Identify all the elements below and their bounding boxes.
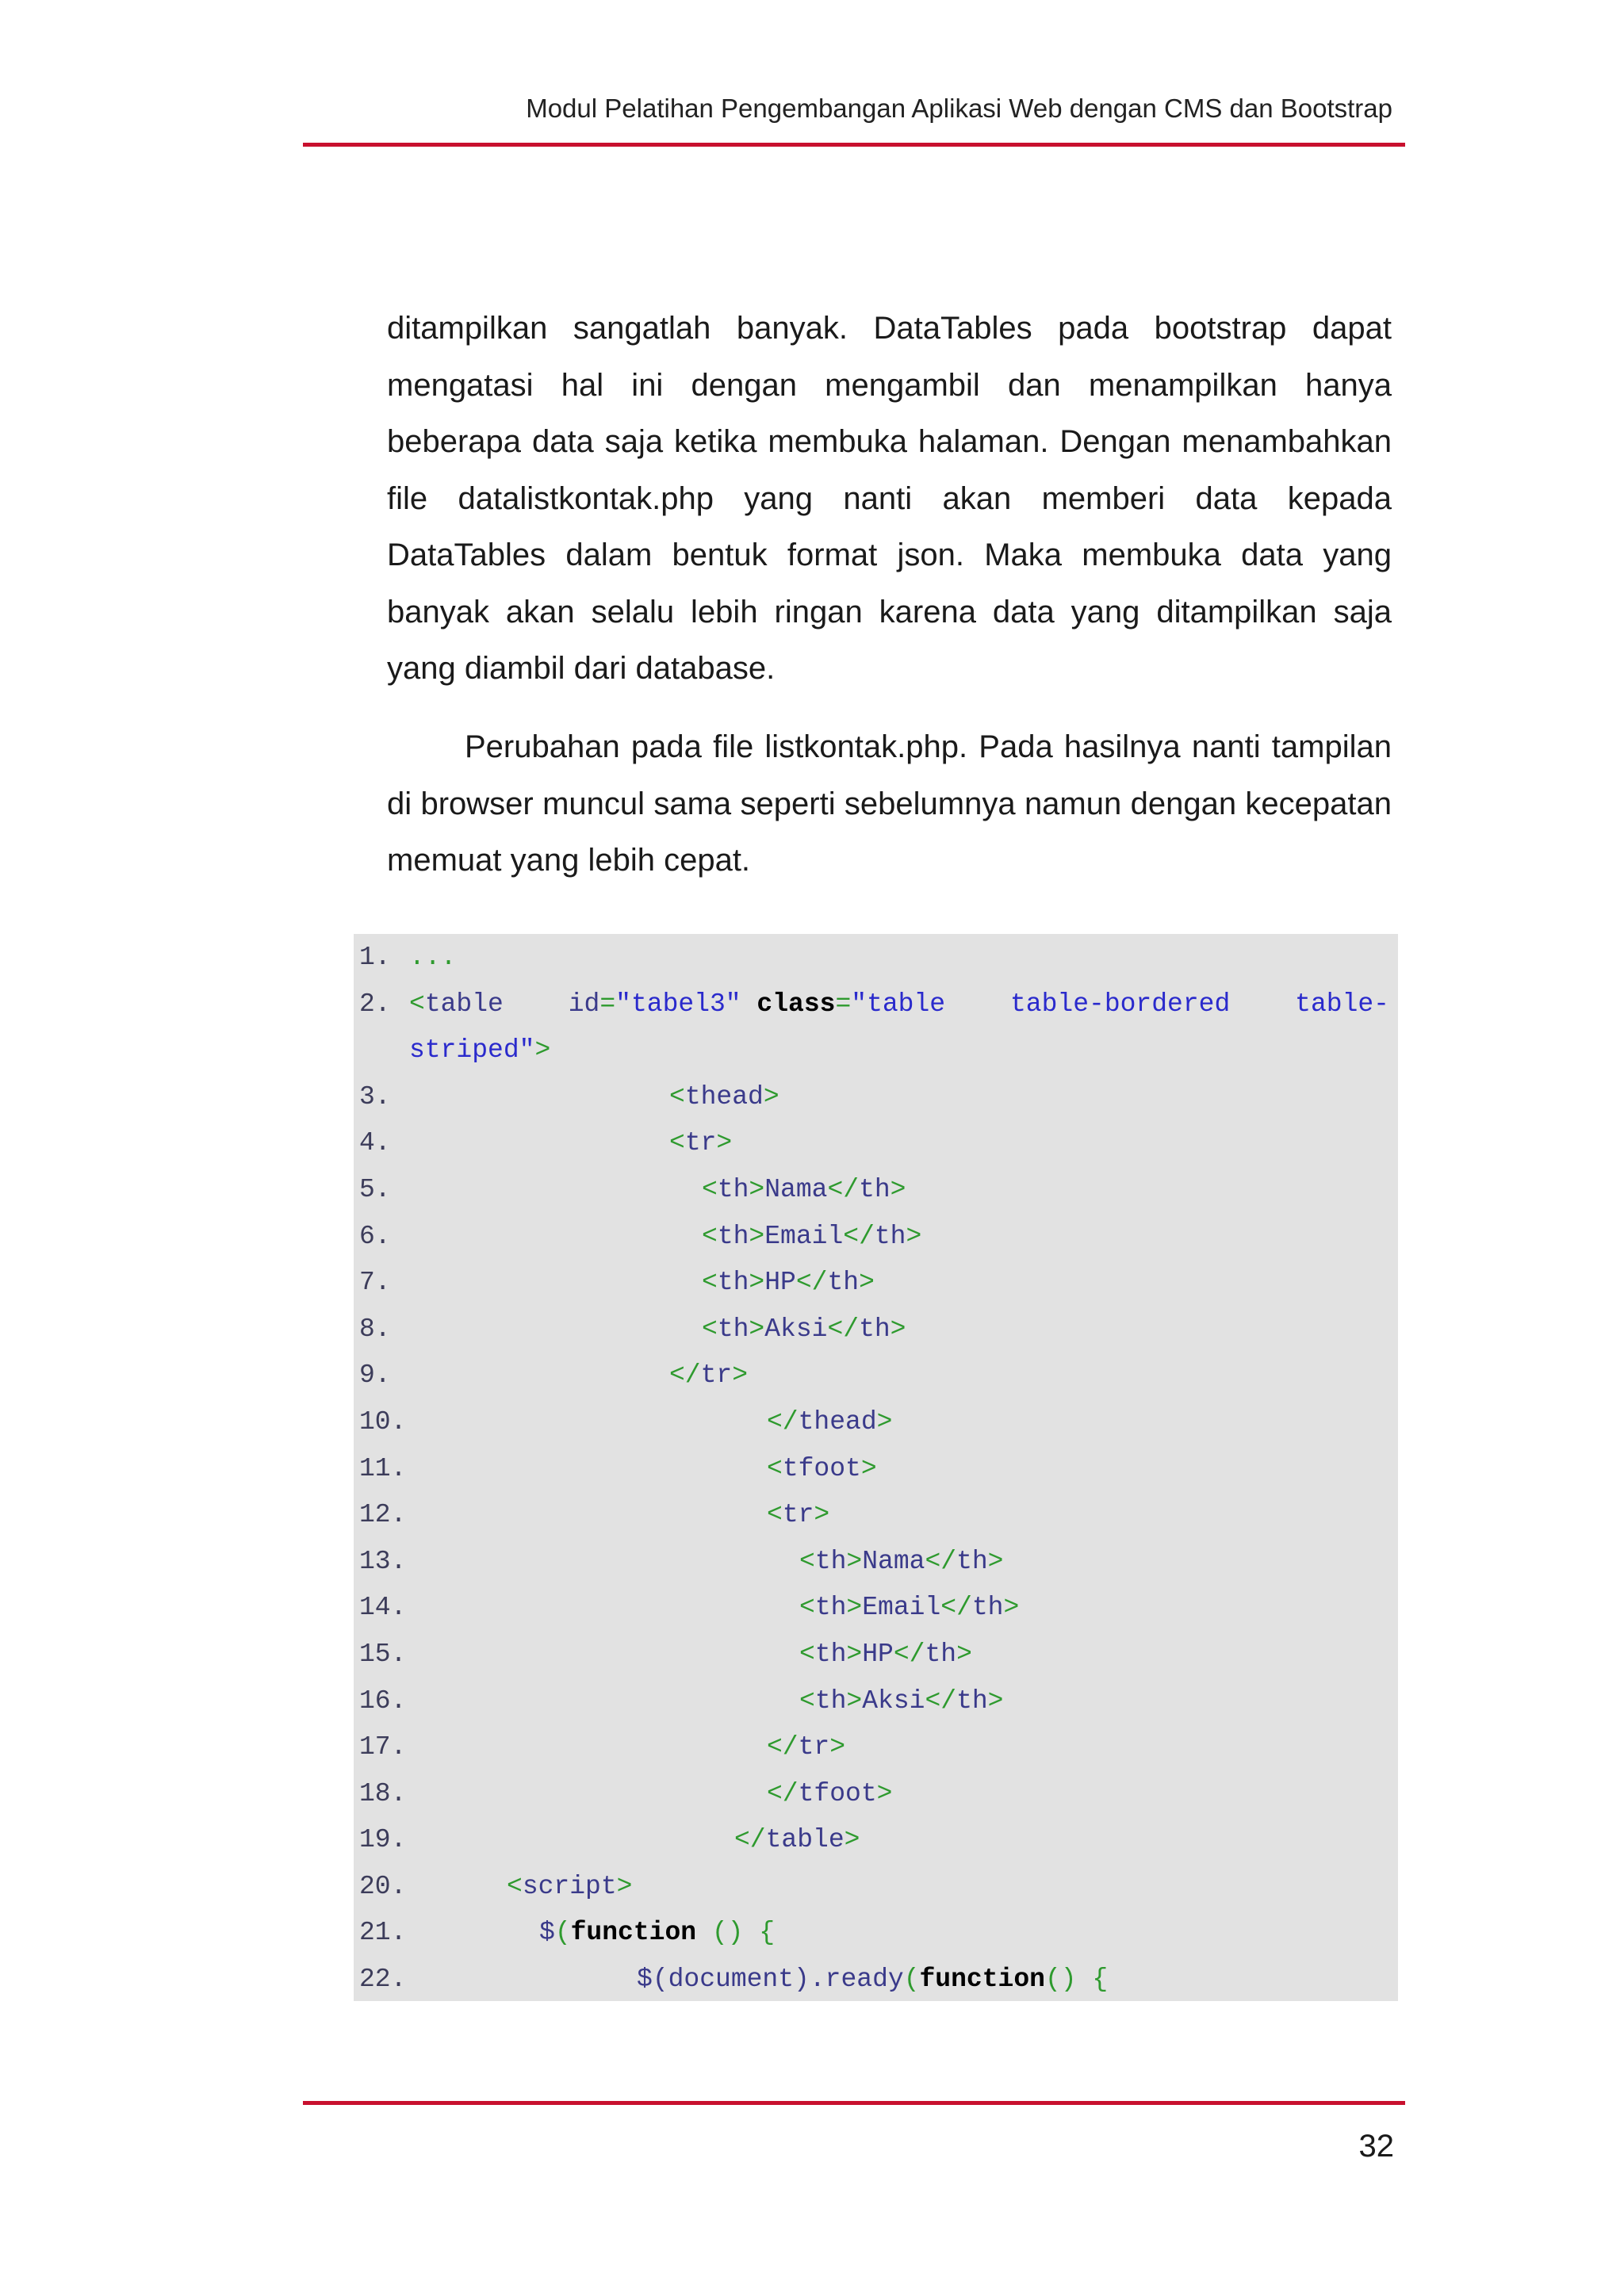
code-token: th: [925, 1639, 957, 1669]
code-token: th: [717, 1268, 749, 1298]
code-token: th: [874, 1221, 906, 1251]
line-number: 16.: [359, 1686, 407, 1716]
code-line-15: [354, 1632, 1398, 1678]
code-token: </: [925, 1686, 957, 1716]
code-text: [799, 1539, 1003, 1586]
code-token: </: [827, 1314, 860, 1344]
code-token: .ready: [809, 1965, 904, 1995]
code-token: $: [637, 1965, 653, 1995]
code-token: HP: [764, 1268, 796, 1298]
code-token: () {: [1044, 1965, 1109, 1995]
line-number: 14.: [359, 1593, 407, 1623]
code-line-17: [354, 1724, 1398, 1771]
code-text: [409, 982, 1389, 1028]
code-token: (document): [652, 1965, 810, 1995]
line-number: 3.: [359, 1081, 391, 1112]
code-token: >: [906, 1221, 922, 1251]
line-number: 19.: [359, 1825, 407, 1855]
line-number: 18.: [359, 1778, 407, 1808]
code-token: >: [859, 1268, 875, 1298]
code-token: Email: [764, 1221, 844, 1251]
code-token: table: [765, 1825, 845, 1855]
code-line-1: [354, 935, 1398, 982]
code-line-7: [354, 1260, 1398, 1307]
code-line-8: [354, 1307, 1398, 1353]
code-token: </: [669, 1360, 701, 1391]
code-line-10: [354, 1399, 1398, 1446]
code-line-11: [354, 1446, 1398, 1493]
code-text: [669, 1353, 748, 1399]
code-token: >: [890, 1174, 906, 1204]
code-token: striped": [409, 1035, 535, 1066]
code-line-5: [354, 1167, 1398, 1214]
code-token: <: [767, 1500, 783, 1530]
code-token: </: [843, 1221, 875, 1251]
code-token: <: [799, 1593, 815, 1623]
code-token: tr: [700, 1360, 733, 1391]
code-token: Aksi: [764, 1314, 828, 1344]
line-number: 17.: [359, 1732, 407, 1762]
code-token: th: [827, 1268, 860, 1298]
code-token: function: [570, 1918, 697, 1948]
code-text: [799, 1678, 1003, 1725]
code-token: >: [987, 1546, 1004, 1576]
code-text: [507, 1864, 632, 1911]
code-token: th: [717, 1221, 749, 1251]
code-token: >: [749, 1268, 765, 1298]
code-token: >: [860, 1453, 877, 1483]
code-token: </: [767, 1732, 799, 1762]
code-token: th: [971, 1593, 1004, 1623]
code-token: <: [669, 1081, 685, 1112]
line-number: 1.: [359, 943, 391, 972]
code-token: >: [749, 1314, 765, 1344]
code-text: [669, 1074, 779, 1121]
code-token: >: [876, 1406, 893, 1437]
code-line-16: [354, 1678, 1398, 1725]
footer-rule: [303, 2101, 1405, 2105]
code-text: [702, 1307, 906, 1353]
code-text: [409, 1027, 550, 1074]
code-token: th: [717, 1314, 749, 1344]
code-token: </: [734, 1825, 766, 1855]
code-line-13: [354, 1539, 1398, 1586]
code-line-21: [354, 1910, 1398, 1957]
code-token: </: [893, 1639, 925, 1669]
header-rule: [303, 143, 1405, 147]
code-token: <: [702, 1268, 718, 1298]
code-token: >: [987, 1686, 1004, 1716]
code-text: [702, 1260, 875, 1307]
code-token: table: [424, 989, 504, 1019]
code-line-6: [354, 1214, 1398, 1261]
code-token: =: [835, 989, 852, 1019]
code-token: tfoot: [782, 1453, 861, 1483]
code-line-9: [354, 1353, 1398, 1399]
code-text: [734, 1817, 860, 1864]
code-token: >: [814, 1500, 830, 1530]
code-token: thead: [684, 1081, 764, 1112]
code-token: function: [919, 1965, 1045, 1995]
code-token: </: [767, 1778, 799, 1808]
code-token: table-: [1295, 989, 1389, 1019]
body-paragraph-2: Perubahan pada file listkontak.php. Pada hasilnya nanti tampilan di browser muncul sama seperti sebelumnya namun dengan kecepatan memuat yang lebih cepat.: [387, 729, 1392, 878]
code-token: >: [846, 1546, 863, 1576]
code-token: thead: [798, 1406, 877, 1437]
code-token: tr: [684, 1128, 717, 1158]
code-line-2: [354, 982, 1398, 1028]
code-text: [767, 1771, 892, 1818]
code-line-3: [354, 1074, 1398, 1121]
line-number: 11.: [359, 1453, 407, 1483]
code-text: ...: [409, 943, 457, 972]
code-line-12: [354, 1492, 1398, 1539]
code-token: th: [859, 1314, 891, 1344]
code-text: [702, 1167, 906, 1214]
code-text: [767, 1492, 829, 1539]
line-number: 12.: [359, 1500, 407, 1530]
code-token: >: [846, 1639, 863, 1669]
code-token: Email: [862, 1593, 941, 1623]
code-token: tfoot: [798, 1778, 877, 1808]
code-token: <: [799, 1639, 815, 1669]
code-token: (: [554, 1918, 571, 1948]
code-text: [799, 1632, 972, 1678]
code-token: th: [956, 1686, 988, 1716]
code-token: <: [799, 1686, 815, 1716]
code-token: "table: [851, 989, 946, 1019]
code-token: <: [669, 1128, 685, 1158]
code-token: Aksi: [862, 1686, 925, 1716]
code-token: >: [844, 1825, 860, 1855]
code-text: [799, 1585, 1019, 1632]
code-token: class: [756, 989, 836, 1019]
line-number: 7.: [359, 1268, 391, 1298]
code-token: </: [827, 1174, 860, 1204]
line-number: 15.: [359, 1639, 407, 1669]
code-token: >: [716, 1128, 733, 1158]
code-token: >: [876, 1778, 893, 1808]
line-number: 21.: [359, 1918, 407, 1948]
line-number: 13.: [359, 1546, 407, 1576]
code-token: =: [599, 989, 616, 1019]
code-token: </: [795, 1268, 828, 1298]
code-text: [767, 1399, 892, 1446]
code-token: <: [702, 1314, 718, 1344]
code-token: table-bordered: [1010, 989, 1231, 1019]
code-token: >: [846, 1593, 863, 1623]
code-token: th: [814, 1639, 847, 1669]
code-line-22: [354, 1957, 1398, 2003]
code-text: [767, 1724, 845, 1771]
line-number: 4.: [359, 1128, 391, 1158]
code-token: () {: [696, 1918, 776, 1948]
code-token: <: [702, 1221, 718, 1251]
line-number: 8.: [359, 1314, 391, 1344]
code-token: >: [1003, 1593, 1020, 1623]
code-text: [702, 1214, 921, 1261]
code-token: >: [763, 1081, 779, 1112]
code-text: [539, 1910, 775, 1957]
code-text: [767, 1446, 877, 1493]
code-token: </: [925, 1546, 957, 1576]
code-token: <: [702, 1174, 718, 1204]
code-token: $: [539, 1918, 555, 1948]
code-token: th: [956, 1546, 988, 1576]
code-token: >: [749, 1174, 765, 1204]
code-line-19: [354, 1817, 1398, 1864]
code-line-14: [354, 1585, 1398, 1632]
line-number: 20.: [359, 1871, 407, 1901]
line-number: 9.: [359, 1360, 391, 1391]
body-paragraph-1: ditampilkan sangatlah banyak. DataTables pada bootstrap dapat mengatasi hal ini dengan mengambil dan menampilkan hanya beberapa data saja ketika membuka halaman. Dengan menambahkan file datalistkontak.php yang nanti akan memberi data kepada DataTables dalam bentuk format json. Maka membuka data yang banyak akan selalu lebih ringan karena data yang ditampilkan saja yang diambil dari database.: [387, 311, 1392, 686]
code-token: th: [814, 1546, 847, 1576]
code-line-4: [354, 1120, 1398, 1167]
line-number: 22.: [359, 1965, 407, 1995]
code-token: >: [749, 1221, 765, 1251]
running-header: Modul Pelatihan Pengembangan Aplikasi Web dengan CMS dan Bootstrap: [526, 94, 1392, 123]
code-token: >: [846, 1686, 863, 1716]
code-token: >: [534, 1035, 551, 1066]
code-token: id: [568, 989, 600, 1019]
code-line-20: [354, 1864, 1398, 1911]
code-line-2-continued: [354, 1027, 1398, 1074]
code-token: tr: [782, 1500, 814, 1530]
code-token: </: [767, 1406, 799, 1437]
code-token: (: [903, 1965, 920, 1995]
code-token: >: [890, 1314, 906, 1344]
line-number: 6.: [359, 1221, 391, 1251]
code-token: Nama: [862, 1546, 925, 1576]
code-token: <: [799, 1546, 815, 1576]
code-text: [669, 1120, 732, 1167]
code-line-18: [354, 1771, 1398, 1818]
code-token: <: [507, 1871, 523, 1901]
code-token: th: [859, 1174, 891, 1204]
code-text: [637, 1957, 1108, 2003]
line-number: 10.: [359, 1406, 407, 1437]
code-token: >: [616, 1871, 633, 1901]
code-token: <: [409, 989, 425, 1019]
code-token: </: [940, 1593, 972, 1623]
code-token: th: [814, 1686, 847, 1716]
code-token: >: [732, 1360, 749, 1391]
code-token: Nama: [764, 1174, 828, 1204]
page-number: 32: [1358, 2129, 1394, 2164]
code-token: <: [767, 1453, 783, 1483]
code-listing: [354, 934, 1398, 2001]
code-token: "tabel3": [615, 989, 741, 1019]
code-token: th: [814, 1593, 847, 1623]
line-number: 2.: [359, 989, 391, 1019]
code-token: HP: [862, 1639, 894, 1669]
code-token: >: [829, 1732, 846, 1762]
code-token: th: [717, 1174, 749, 1204]
code-token: script: [522, 1871, 617, 1901]
code-token: tr: [798, 1732, 830, 1762]
line-number: 5.: [359, 1174, 391, 1204]
code-token: >: [956, 1639, 972, 1669]
